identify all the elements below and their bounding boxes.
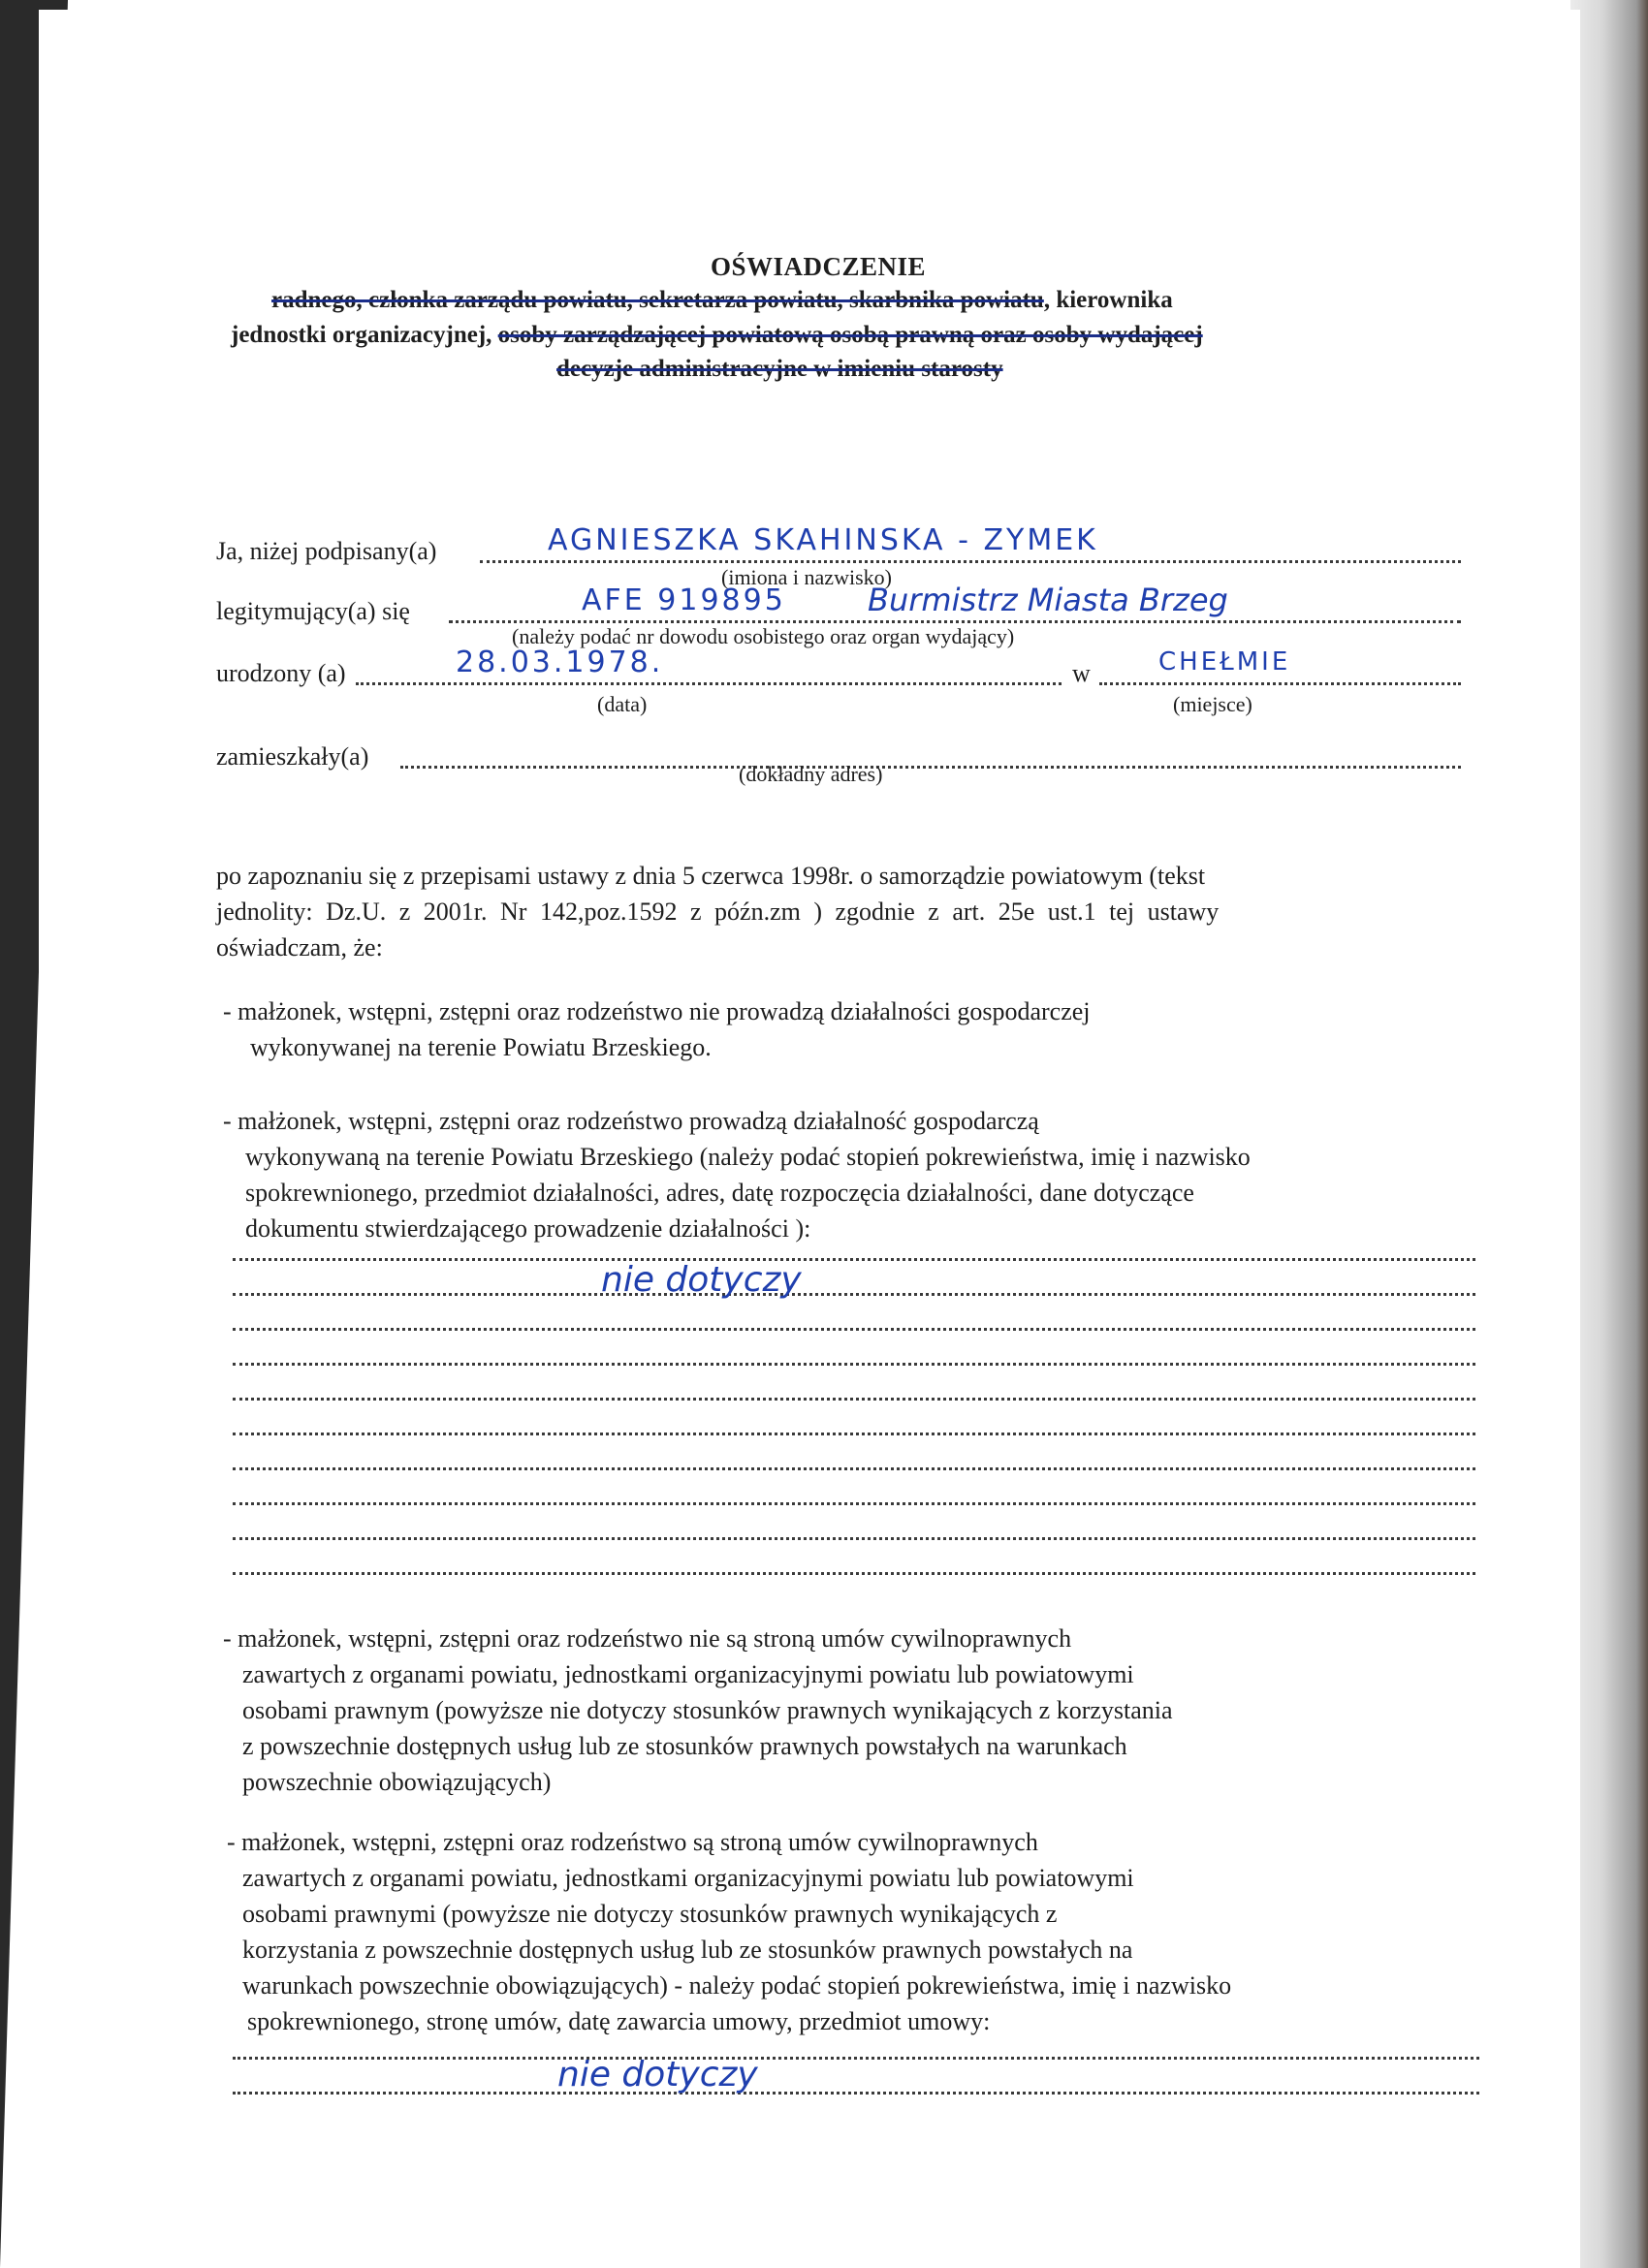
section4-line-5: warunkach powszechnie obowiązujących) - należy podać stopień pokrewieństwa, imię i nazwisko bbox=[242, 1971, 1232, 2000]
name-label: Ja, niżej podpisany(a) bbox=[216, 537, 437, 565]
intro-line-1: po zapoznaniu się z przepisami ustawy z dnia 5 czerwca 1998r. o samorządzie powiatowym (tekst bbox=[216, 862, 1206, 890]
address-label: zamieszkały(a) bbox=[216, 742, 369, 771]
place-caption: (miejsce) bbox=[1173, 692, 1252, 716]
scan-shadow-right bbox=[1570, 0, 1648, 2268]
section3-line-2: zawartych z organami powiatu, jednostkami organizacyjnymi powiatu lub powiatowymi bbox=[242, 1660, 1134, 1688]
section2-answer-line bbox=[233, 1467, 1475, 1470]
subtitle-line-1 bbox=[271, 287, 1173, 314]
section2-line-1: - małżonek, wstępni, zstępni oraz rodzeństwo prowadzą działalność gospodarczą bbox=[223, 1107, 1039, 1135]
subtitle-kept-2: jednostki organizacyjnej, bbox=[231, 322, 498, 348]
section2-answer-line bbox=[233, 1572, 1475, 1575]
section4-line-4: korzystania z powszechnie dostępnych usług lub ze stosunków prawnych powstałych na bbox=[242, 1936, 1133, 1964]
section1-line-2: wykonywanej na terenie Powiatu Brzeskiego. bbox=[250, 1033, 712, 1061]
section2-answer-line bbox=[233, 1328, 1475, 1331]
section2-line-4: dokumentu stwierdzającego prowadzenie działalności ): bbox=[245, 1214, 811, 1243]
born-place-handwritten: CHEŁMIE bbox=[1158, 647, 1291, 677]
address-dotted-line bbox=[400, 766, 1461, 769]
section4-line-6: spokrewnionego, stronę umów, datę zawarcia umowy, przedmiot umowy: bbox=[247, 2007, 991, 2035]
section2-answer-line bbox=[233, 1258, 1475, 1261]
subtitle-struck-1: radnego, członka zarządu powiatu, sekretarza powiatu, skarbnika powiatu bbox=[271, 287, 1044, 313]
id-label: legitymujący(a) się bbox=[216, 597, 410, 625]
name-dotted-line bbox=[480, 560, 1461, 563]
name-handwritten: AGNIESZKA SKAHINSKA - ZYMEK bbox=[548, 523, 1098, 557]
born-date-dotted-line bbox=[356, 682, 1062, 685]
section2-answer-handwritten: nie dotyczy bbox=[601, 1260, 802, 1300]
name-caption: (imiona i nazwisko) bbox=[721, 565, 892, 589]
intro-line-2: jednolity: Dz.U. z 2001r. Nr 142,poz.1592 z późn.zm ) zgodnie z art. 25e ust.1 tej ustawy bbox=[216, 898, 1220, 926]
section2-line-2: wykonywaną na terenie Powiatu Brzeskiego (należy podać stopień pokrewieństwa, imię i nazwisko bbox=[245, 1143, 1251, 1171]
id-number-handwritten: AFE 919895 bbox=[582, 583, 786, 617]
subtitle-kept-1: , kierownika bbox=[1043, 287, 1173, 313]
intro-line-3: oświadczam, że: bbox=[216, 933, 383, 961]
section4-line-3: osobami prawnymi (powyższe nie dotyczy stosunków prawnych wynikających z bbox=[242, 1900, 1058, 1928]
section2-answer-line bbox=[233, 1433, 1475, 1435]
born-date-handwritten: 28.03.1978. bbox=[456, 646, 664, 679]
id-dotted-line bbox=[449, 620, 1461, 623]
document-page bbox=[39, 10, 1580, 2268]
section3-line-4: z powszechnie dostępnych usług lub ze stosunków prawnych powstałych na warunkach bbox=[242, 1732, 1127, 1760]
subtitle-line-2 bbox=[231, 322, 1203, 349]
section2-answer-line bbox=[233, 1537, 1475, 1540]
section4-answer-line bbox=[233, 2092, 1479, 2095]
section2-answer-line bbox=[233, 1398, 1475, 1401]
id-issuer-handwritten: Burmistrz Miasta Brzeg bbox=[868, 582, 1228, 618]
section4-answer-handwritten: nie dotyczy bbox=[557, 2055, 758, 2095]
born-label: urodzony (a) bbox=[216, 659, 346, 687]
born-place-dotted-line bbox=[1099, 682, 1461, 685]
section3-line-1: - małżonek, wstępni, zstępni oraz rodzeństwo nie są stroną umów cywilnoprawnych bbox=[223, 1624, 1072, 1653]
born-in-label: w bbox=[1072, 659, 1091, 687]
section3-line-3: osobami prawnym (powyższe nie dotyczy stosunków prawnych wynikających z korzystania bbox=[242, 1696, 1173, 1724]
section3-line-5: powszechnie obowiązujących) bbox=[242, 1768, 552, 1796]
section4-line-2: zawartych z organami powiatu, jednostkami organizacyjnymi powiatu lub powiatowymi bbox=[242, 1864, 1134, 1892]
id-caption: (należy podać nr dowodu osobistego oraz organ wydający) bbox=[512, 624, 1015, 648]
section2-answer-line bbox=[233, 1293, 1475, 1296]
subtitle-line-3 bbox=[556, 356, 1003, 383]
section1-line-1: - małżonek, wstępni, zstępni oraz rodzeństwo nie prowadzą działalności gospodarczej bbox=[223, 997, 1091, 1025]
subtitle-struck-2: osoby zarządzającej powiatową osobą prawną oraz osoby wydającej bbox=[497, 322, 1203, 348]
section2-answer-line bbox=[233, 1502, 1475, 1505]
subtitle-struck-3: decyzje administracyjne w imieniu starosty bbox=[556, 356, 1003, 382]
document-title: OŚWIADCZENIE bbox=[711, 252, 927, 281]
address-caption: (dokładny adres) bbox=[739, 762, 883, 786]
section2-answer-line bbox=[233, 1363, 1475, 1366]
section4-line-1: - małżonek, wstępni, zstępni oraz rodzeństwo są stroną umów cywilnoprawnych bbox=[227, 1828, 1038, 1856]
section2-line-3: spokrewnionego, przedmiot działalności, adres, datę rozpoczęcia działalności, dane dotyczące bbox=[245, 1179, 1194, 1207]
date-caption: (data) bbox=[597, 692, 648, 716]
section4-answer-line bbox=[233, 2057, 1479, 2060]
